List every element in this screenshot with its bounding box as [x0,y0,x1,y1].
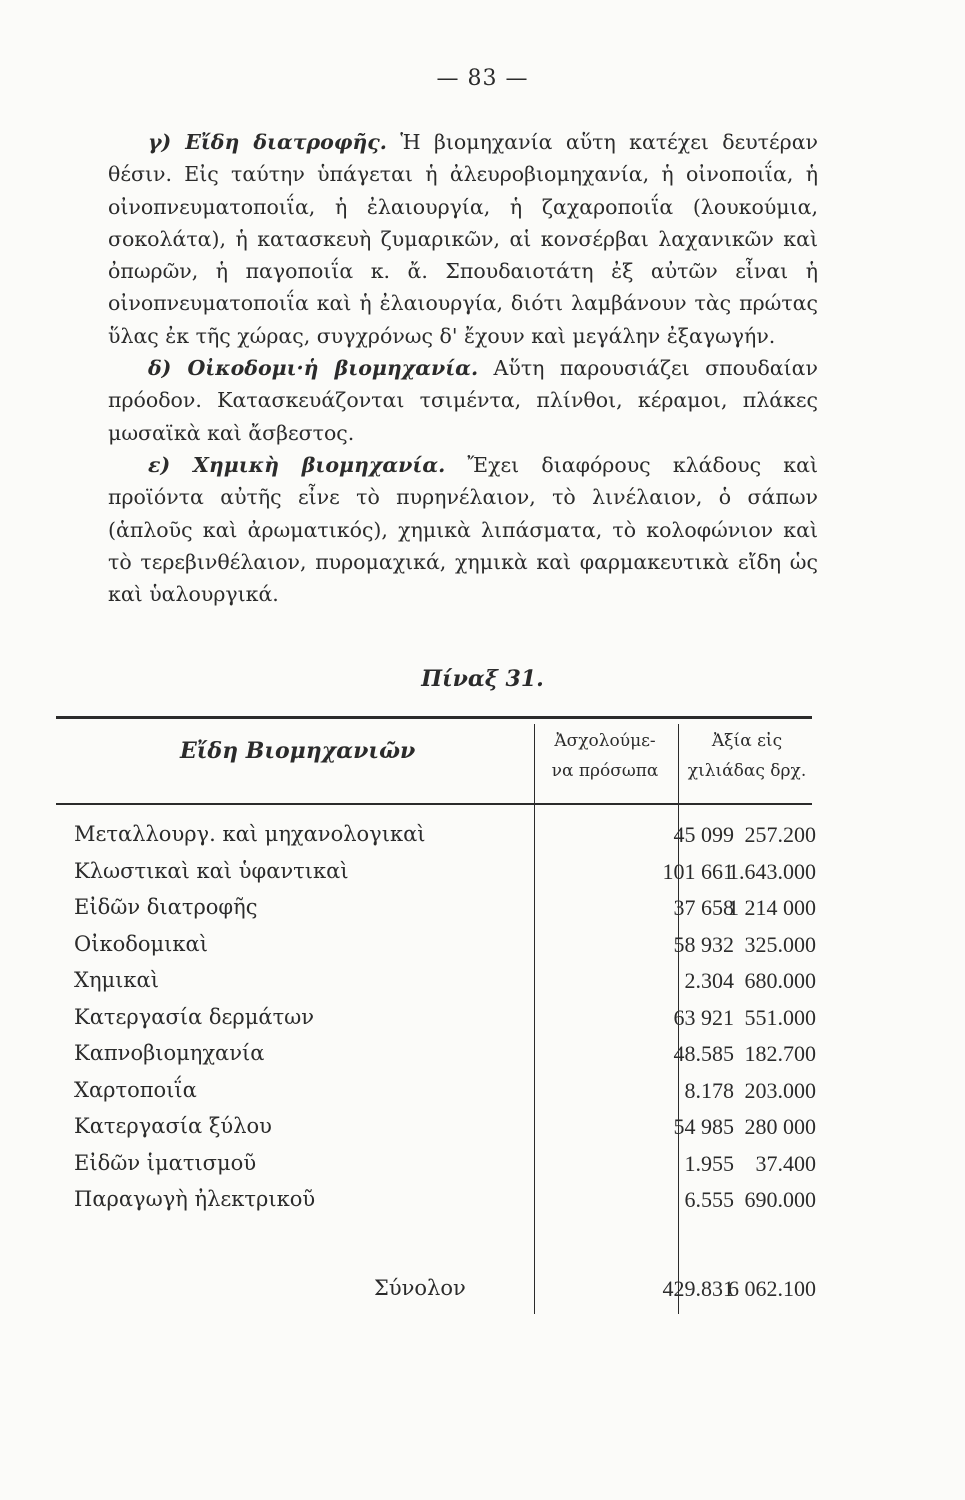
header-employed-persons [535,726,675,786]
row-value: 37.400 [755,1150,816,1176]
paragraph-food-industry [108,126,818,352]
header-line: Ἀξία εἰς [711,731,783,751]
row-name: Οἰκοδομικαὶ [74,931,208,956]
table-row [74,859,814,896]
header-line: να πρόσωπα [551,761,659,781]
table-row [74,1151,814,1188]
table-row [74,1114,814,1151]
header-industry-type: Εἴδη Βιομηχανιῶν [180,738,416,764]
row-value: 203.000 [744,1077,816,1103]
paragraph-construction-industry [108,352,818,449]
row-name: Παραγωγὴ ἠλεκτρικοῦ [74,1187,316,1211]
row-persons: 37 658 [673,895,734,920]
row-name: Χαρτοποιΐα [74,1077,197,1102]
row-persons: 6.555 [684,1187,734,1212]
row-name: Κατεργασία ξύλου [74,1114,272,1138]
paragraph-chemical-industry [108,449,818,610]
page-number: — 83 — [436,66,529,91]
row-value: 257.200 [744,822,816,847]
table-title: Πίναξ 31. [421,666,544,692]
row-persons: 2.304 [684,968,734,993]
row-name: Χημικαὶ [74,968,159,992]
row-persons: 1.955 [684,1150,734,1176]
row-value: 1 214 000 [728,895,816,920]
paragraph-body: Ἔχει διαφόρους κλάδους καὶ προϊόντα αὐτῆς εἶνε τὸ πυρηνέλαιον, τὸ λινέλαιον, ὁ σάπων (ἁπλοῦς καὶ ἀρωματικός), χημικὰ λιπάσματα, τὸ κολοφώνιον καὶ τὸ τερεβινθέλαιον, πυρομαχικά, χημικὰ καὶ φαρμακευτικὰ εἴδη ὡς καὶ ὑαλουργικά. [108,452,818,607]
row-name: Κλωστικαὶ καὶ ὑφαντικαὶ [74,858,349,883]
table-top-rule [56,716,812,719]
paragraph-heading: δ) Οἰκοδομι·ἡ βιομηχανία. [148,356,479,381]
table-header-rule [56,803,812,805]
row-name: Εἰδῶν ἱματισμοῦ [74,1150,257,1175]
row-value: 280 000 [744,1114,816,1139]
table-row [74,1187,814,1224]
paragraph-body: Ἡ βιομηχανία αὕτη κατέχει δευτέραν θέσιν. Εἰς ταύτην ὑπάγεται ἡ ἀλευροβιομηχανία, ἡ οἰνοποιΐα, ἡ οἰνοπνευματοποιΐα, ἡ ἐλαιουργία, ἡ ζαχαροποιΐα (λουκούμια, σοκολάτα), ἡ κατασκευὴ ζυμαρικῶν, αἱ κονσέρβαι λαχανικῶν καὶ ὀπωρῶν, ἡ παγοποιΐα κ. ἄ. Σπουδαιοτάτη ἐξ αὐτῶν εἶναι ἡ οἰνοπνευματοποιΐα καὶ ἡ ἐλαιουργία, διότι λαμβάνουν τὰς πρώτας ὕλας ἐκ τῆς χώρας, συγχρόνως δ' ἔχουν καὶ μεγάλην ἐξαγωγήν. [108,130,819,348]
total-label: Σύνολον [374,1276,466,1300]
row-persons: 48.585 [673,1041,734,1066]
row-persons: 63 921 [673,1004,734,1030]
row-name: Εἰδῶν διατροφῆς [74,895,258,919]
row-persons: 101 661 [662,858,734,884]
row-name: Κατεργασία δερμάτων [74,1004,315,1029]
row-value: 680.000 [744,968,816,993]
body-text [108,126,818,610]
row-name: Καπνοβιομηχανία [74,1041,265,1065]
table-row [74,1078,814,1115]
paragraph-body: Αὕτη παρουσιάζει σπουδαίαν πρόοδον. Κατασκευάζονται τσιμέντα, πλίνθοι, κέραμοι, πλάκες μωσαϊκὰ καὶ ἄσβεστος. [108,356,818,445]
table-row [74,822,814,859]
row-persons: 58 932 [673,931,734,957]
paragraph-heading: γ) Εἴδη διατροφῆς. [148,130,387,154]
row-value: 325.000 [744,931,816,957]
row-persons: 45 099 [673,822,734,847]
total-value: 6 062.100 [728,1276,816,1301]
header-value [680,726,814,786]
table-row [74,932,814,969]
header-line: Ἀσχολούμε- [554,731,656,751]
total-persons: 429.831 [662,1276,734,1301]
table-row [74,1041,814,1078]
row-persons: 8.178 [684,1077,734,1103]
row-value: 182.700 [744,1041,816,1066]
row-value: 551.000 [744,1004,816,1030]
row-name: Μεταλλουργ. καὶ μηχανολογικαὶ [74,822,426,846]
row-persons: 54 985 [673,1114,734,1139]
row-value: 1.643.000 [728,858,816,884]
table-row [74,1005,814,1042]
table-total-row [74,1276,814,1312]
header-line: χιλιάδας δρχ. [687,761,807,781]
table-row [74,968,814,1005]
row-value: 690.000 [744,1187,816,1212]
paragraph-heading: ε) Χημικὴ βιομηχανία. [148,452,446,477]
table-row [74,895,814,932]
table-body [74,822,814,1224]
